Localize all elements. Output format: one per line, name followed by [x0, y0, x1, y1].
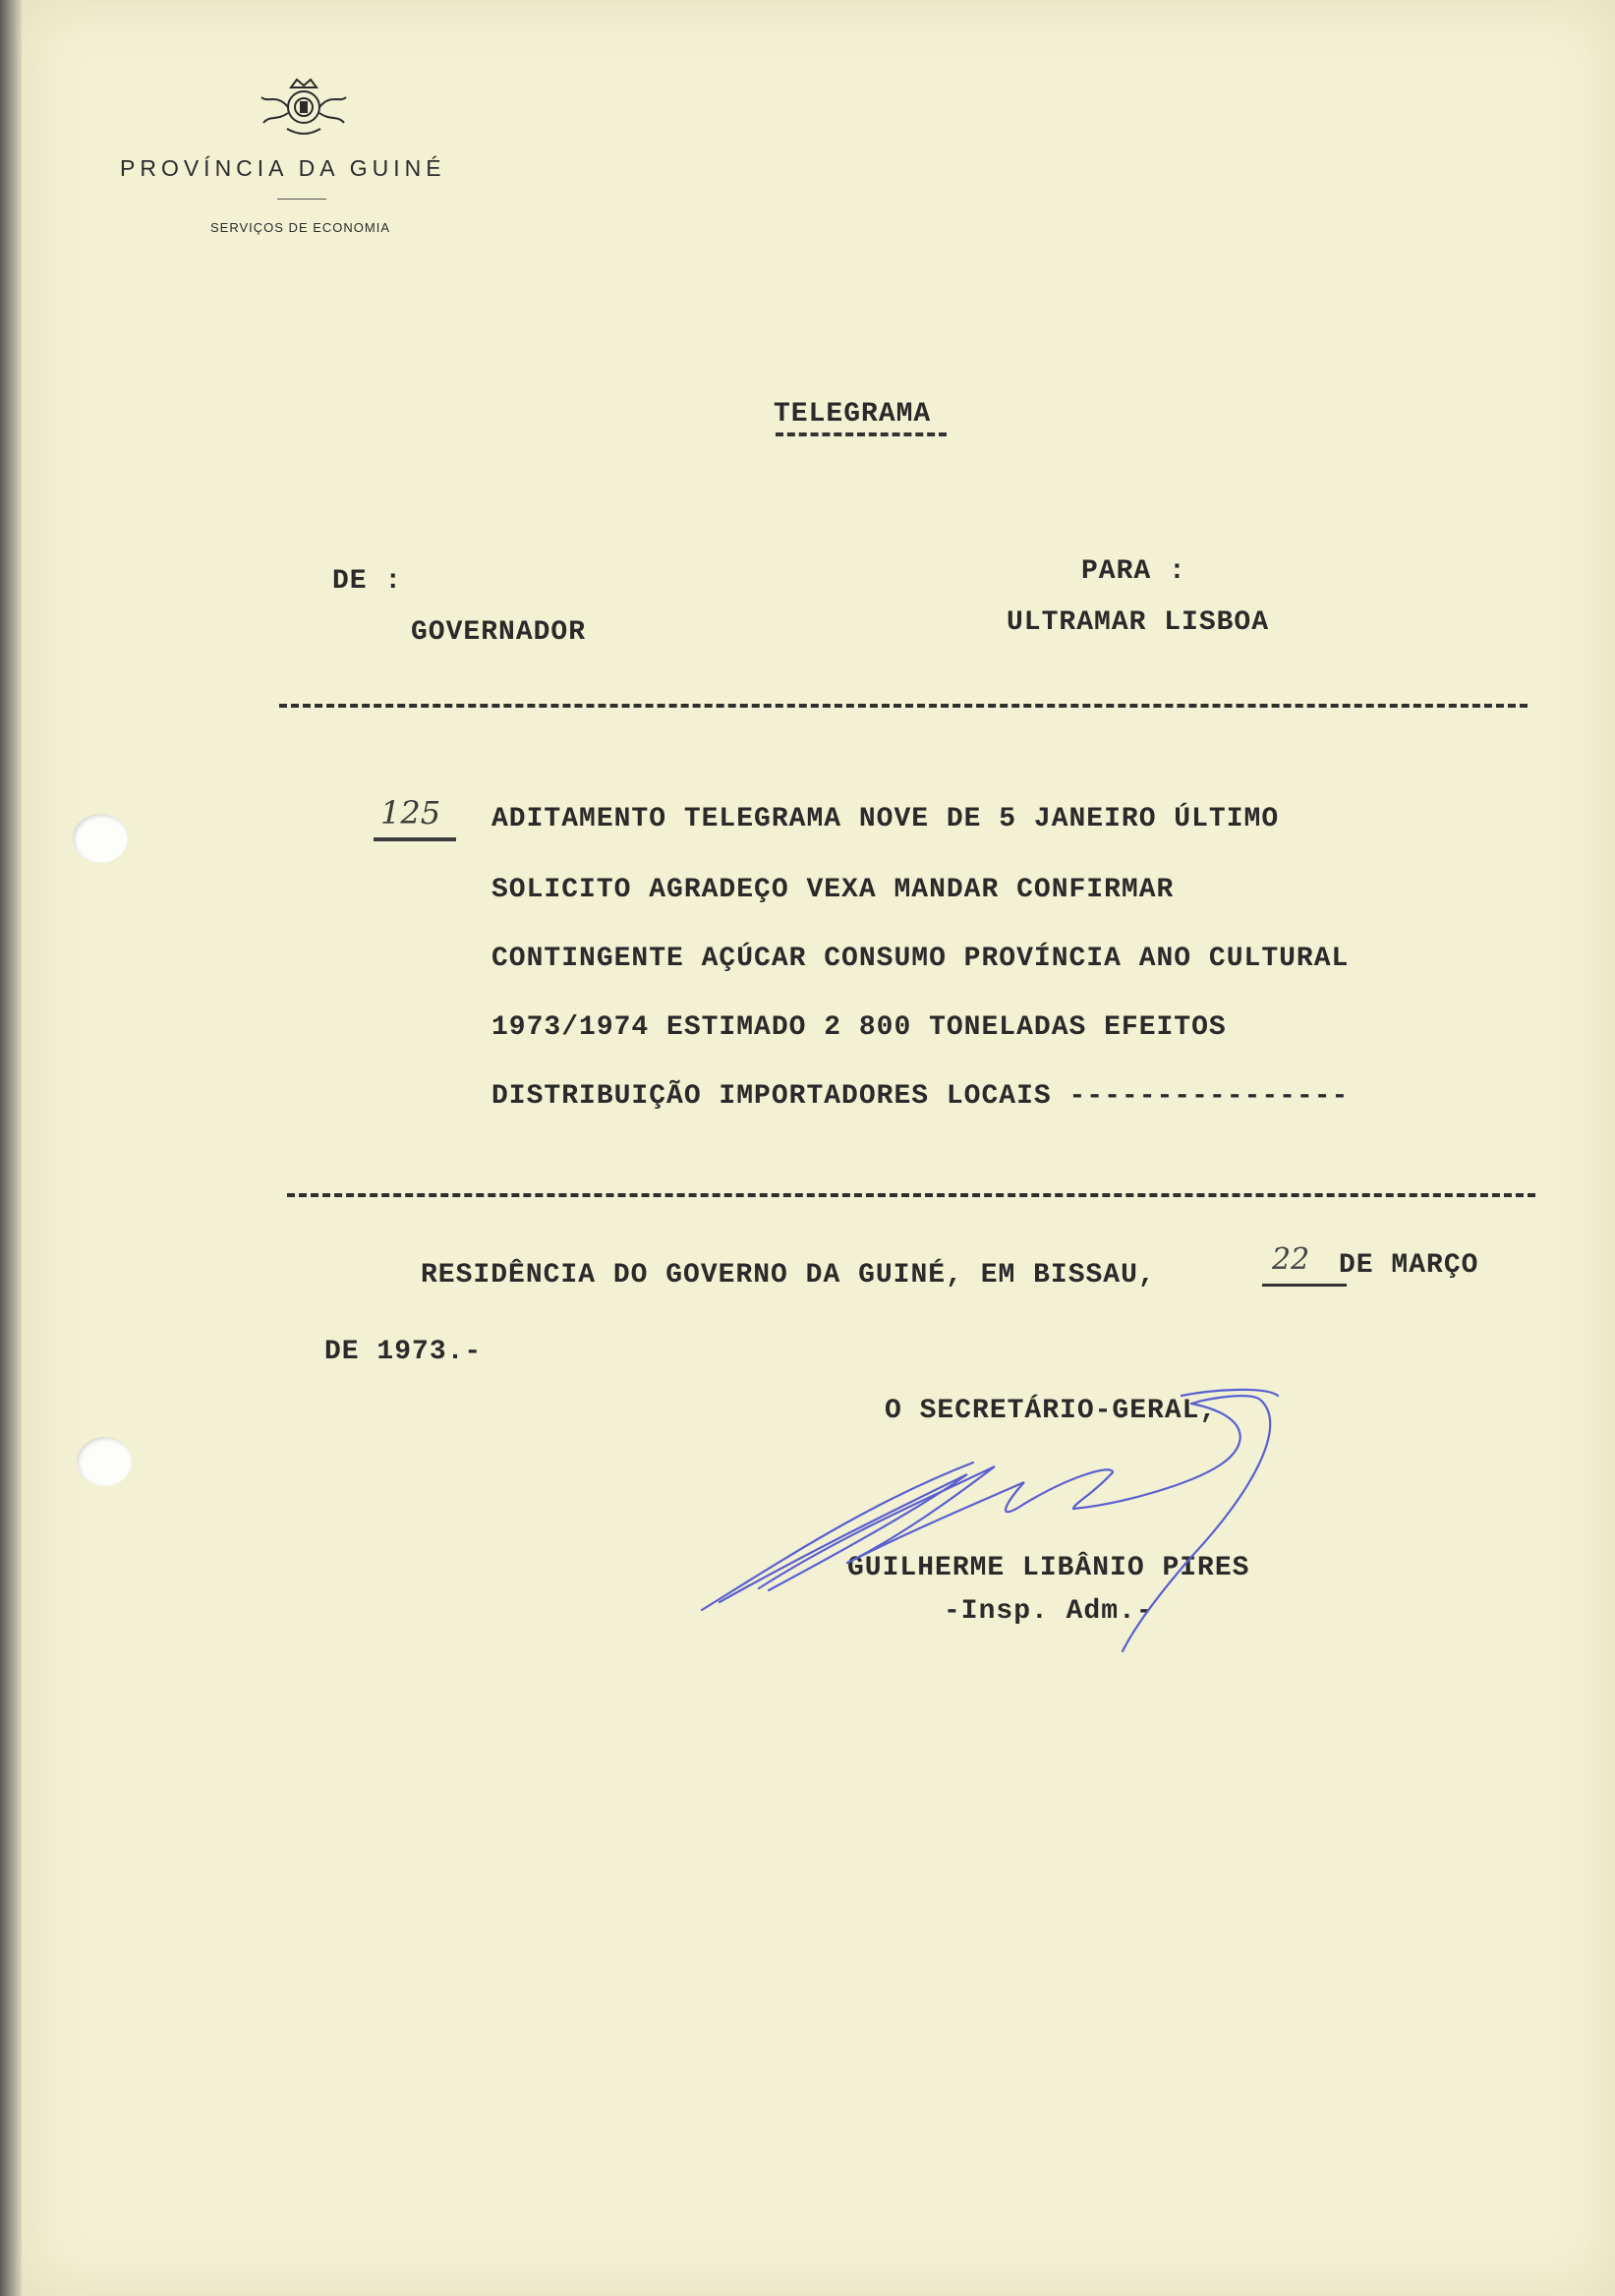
document-page: [22, 0, 1615, 2296]
place-date-day: 22: [1272, 1242, 1310, 1277]
place-date-prefix: RESIDÊNCIA DO GOVERNO DA GUINÉ, EM BISSAU,: [421, 1260, 1156, 1291]
day-underline: [1262, 1284, 1347, 1287]
body-line-2: SOLICITO AGRADEÇO VEXA MANDAR CONFIRMAR: [491, 875, 1175, 905]
from-value: GOVERNADOR: [411, 617, 587, 648]
signatory-title: -Insp. Adm.-: [944, 1596, 1154, 1627]
header-separator: [279, 704, 1528, 708]
document-title: TELEGRAMA: [774, 399, 932, 430]
letterhead-rule: [277, 199, 326, 200]
to-label: PARA :: [1081, 556, 1186, 587]
province-name: PROVÍNCIA DA GUINÉ: [120, 155, 446, 181]
punch-hole-bottom: [77, 1437, 132, 1486]
signatory-name: GUILHERME LIBÂNIO PIRES: [847, 1553, 1250, 1583]
body-line-5: DISTRIBUIÇÃO IMPORTADORES LOCAIS ----------------: [491, 1081, 1350, 1112]
body-line-1: ADITAMENTO TELEGRAMA NOVE DE 5 JANEIRO ÚLTIMO: [491, 804, 1280, 834]
body-line-3: CONTINGENTE AÇÚCAR CONSUMO PROVÍNCIA ANO CULTURAL: [491, 944, 1350, 974]
number-underline: [374, 837, 456, 841]
place-date-suffix: DE MARÇO: [1339, 1250, 1479, 1281]
telegram-number: 125: [380, 794, 441, 832]
place-date-year: DE 1973.-: [324, 1337, 483, 1367]
to-value: ULTRAMAR LISBOA: [1007, 607, 1270, 638]
body-separator: [287, 1193, 1535, 1197]
scan-edge: [0, 0, 22, 2296]
coat-of-arms-icon: [258, 74, 350, 143]
signatory-role: O SECRETÁRIO-GERAL,: [885, 1396, 1218, 1426]
from-label: DE :: [332, 566, 403, 597]
punch-hole-top: [73, 814, 128, 863]
body-line-4: 1973/1974 ESTIMADO 2 800 TONELADAS EFEITOS: [491, 1012, 1227, 1043]
handwritten-signature: [700, 1356, 1408, 1691]
title-underline: [776, 432, 947, 436]
department-name: SERVIÇOS DE ECONOMIA: [210, 220, 391, 235]
